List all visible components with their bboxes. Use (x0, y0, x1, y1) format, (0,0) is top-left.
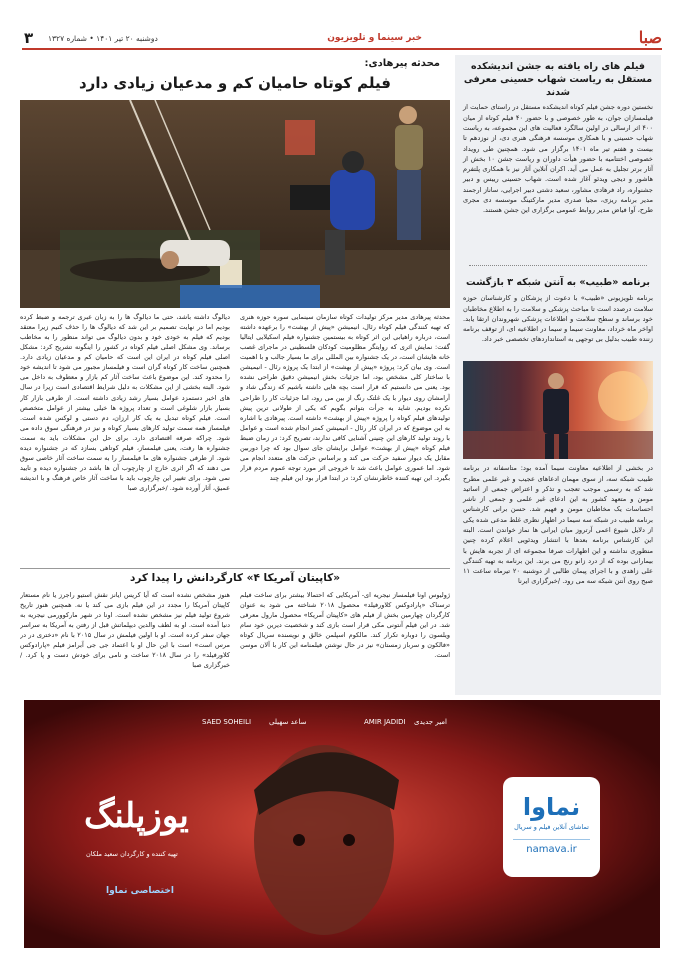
sidebar-text-3: در بخشی از اطلاعیه معاونت سیما آمده بود: متاسفانه در برنامه طبیب شبکه سه، از سوی مهمان ادعاهای عجیب و غیر علمی مطرح شد که به رسمی موجب تعجب و تذکر و اعتراض جمعی از اساتید مومن و متعهد کشور به این ادعای غیر علمی و جمعی از ناشر احساسات یک مخاطبان مومن و فهیم شد. حسن برانی کارشناس برنامه طبیب در شبکه سه سیما در اظهار نظری غلط مدعی شده یکی از دلایل شیوع اعمی آرتروز میان ایرانی ها نماز خواندن است. البته این کارشناس برنامه بعدها با انتشار ویدئویی اعلام کرده چنین منظوری نداشته و این اظهارات صرفا مجموعه ای از تجربه هایش با بیمارانی بوده که از درد زانو رنج می برند. این برنامه به تهیه کنندگی علی زاهدی و با اجرای پیمان طالبی از دوشنبه ۲۰ تیرماه ساعت ۱۱ صبح روی آنتن شبکه سه می رود. /خبرگزاری ایرنا (463, 464, 653, 586)
actor-2-name-en: SAED SOHEILI (202, 718, 252, 726)
film-set-illustration (20, 100, 450, 308)
tv-presenter-photo (463, 361, 653, 459)
actor-1-name: امیر جدیدی (414, 718, 447, 726)
page-header (22, 28, 662, 50)
article-kicker: محدثه پیرهادی: (364, 58, 440, 69)
section-divider (20, 568, 450, 569)
film-title-logo: یوزپلنگ (84, 796, 189, 836)
page-number: ۳ (24, 29, 34, 47)
exclusive-label: اختصاصی نماوا (106, 886, 174, 896)
film-set-photo (20, 100, 450, 308)
article-headline: فیلم کوتاه حامیان کم و مدعیان زیادی دارد (78, 74, 391, 92)
presenter-illustration (463, 361, 653, 459)
issue-date: دوشنبه ۲۰ تیر ۱۴۰۱ • شماره ۱۳۲۷ (48, 34, 158, 43)
sidebar-divider (469, 265, 647, 266)
article-column-right: محدثه پیرهادی مدیر مرکز تولیدات کوتاه سازمان سینمایی سوره حوزه هنری که تهیه کنندگی فیلم کوتاه رئال، انیمیشن «پیش از بهشت» را برعهده داشته است، درباره راهیابی این اثر کوتاه به بیستمین جشنواره فیلم اسکیلایی ایتالیا گفت: نمایش اثری که روایتگر مظلومیت کودکان فلسطینی در ماجرای غصب خانه هایشان است، در یک جشنواره بین المللی برای ما بسیار جالب و با اهمیت است. وی بیان کرد: پروژه «پیش از بهشت» از ابتدا یک پروژه رئال - انیمیشن با ساختار کلی مشخص بود، اما جزئیات بخش انیمیشن دقیق طراحی نشده بود. یعنی می دانستیم که قرار است بچه هایی داشته باشیم که زندگی شاد و آرامشان روی دیوار با یک غلتک رنگ از بین می رود، اما جزئیات کار را طراحی نکرده بودیم. شاید به جرأت بتوانم بگویم که یکی از طولانی ترین پیش تولیدهای فیلم کوتاه را پروژه «پیش از بهشت» داشته است. پیرهادی با اشاره به این موضوع که در ایران کار رئال - انیمیشن کمتر انجام شده است و عوامل با روند تولید کارهای این چنینی آشنایی کافی ندارند، تصریح کرد: در زمان ضبط فیلم کوتاه «پیش از بهشت» عوامل برایشان جای سوال بود که چرا دوربین مقابل یک دیوار سفید حرکت می کند و براساس حرکت های متعدد انجام می شود. اما عموری عوامل باعث شد تا خروجی اثر مورد توجه عموم مردم قرار بگیرد. این تهیه کننده خاطرنشان کرد: در ابتدا قرار بود این فیلم چند (240, 313, 450, 482)
secondary-column-right: ژولیوس اونا فیلمساز نیجریه ای- آمریکایی که احتمالا بیشتر برای ساخت فیلم ترسناک «پارادوکس کلاورفیلد» محصول ۲۰۱۸ شناخته می شود به عنوان کارگردان چهارمین بخش از فیلم های «کاپیتان آمریکا» محصول مارول معرفی شد. در این فیلم آنتونی مکی قرار است بازی کند و شخصیت دیرین خود سام ویلسون را دوباره تکرار کند. مالکوم اسپلمن خالق و نویسنده سریال کوتاه «فالکون و سرباز زمستان» نیز در حال نوشتن فیلمنامه این کار با آلان موسن است. (240, 591, 450, 660)
section-title: خبر سینما و تلویزیون (327, 33, 422, 43)
secondary-column-left: هنوز مشخص نشده است که آیا کریس ایانز نقش استیو راجرز یا نام مستعار کاپیتان آمریکا را مجدد در این فیلم بازی می کند یا نه. همچنین هنوز تاریخ شروع تولید فیلم نیز مشخص نشده است. اونا در شهر مارکوورمی نیجریه به دنیا آمده است. او به لطف والدین دیپلماتش قبل از رفتن به آمریکا به سراسر جهان سفر کرده است. او با اولین فیلمش در سال ۲۰۱۵ با نام «دختری در در مرس است» است با این حال او با اعتماد جی جی آبرامز فیلم «پارادوکس کلاورفیلد» را در سال ۲۰۱۸ ساخت و نامی برای خودش دست و پا کرد. /خبرگزاری صبا (20, 591, 230, 670)
namava-url[interactable]: namava.ir (526, 844, 577, 855)
article-column-left: دیالوگ داشته باشد، حتی ما دیالوگ ها را به زبان عبری ترجمه و ضبط کرده بودیم اما در نهایت تصمیم بر این شد که دیالوگ ها را حذف کنیم زیرا معتقد بودیم که فیلم به خودی خود و بدون دیالوگ می تواند منظور را به مخاطب برساند. وی مشکل اصلی فیلم کوتاه در کشور را اینگونه تشریح کرد: مشکل اصلی فیلم کوتاه در ایران این است که حامیان کم و مدعیان زیادی دارد. همچنین ساخت کار کوتاه گران است و فیلمساز مجبور می شود تا اندیشه خود را محدود کند. این موضوع باعث ساخت آثار کم بازار و معطوف به داخل می شود. البته بخشی از این مشکلات به دلیل شرایط اقتصادی است زیرا در سال های اخیر دستمزد عوامل بسیار رشد زیادی داشته است. از طرفی بازار کار بسیار بازار شلوغی است و تعداد پروژه ها خیلی بیشتر از عوامل متخصص است. فیلم کوتاه تبدیل به یک کار ارزان، دم دستی و لوکس شده است. فیلمساز همه سمت تولید کارهای بسیار کوتاه و نیز در فرهنگی سوق داده می شود. چراکه صرفه اقتصادی دارد. برای حل این مشکلات باید به سمت جشنواره ها رفت، یعنی فیلمساز، فیلم کوتاهی بسازد که در جشنواره دیده شود. از طرفی جشنواره های ما فیلمساز را به سمت ساخت آثار خاصی سوق می دهند که اگر اثری خارج از چارچوب آن ها باشد در جشنواره دیده و تایید نمی شود. برای تغییر این چارچوب باید با ساخت آثار خاص فرهنگ و با اندیشه عمیق، آثار آورده شود. /خبرگزاری صبا (20, 313, 230, 493)
sidebar-headline-1: فیلم های راه یافته به جشن اندیشکده مستقل به ریاست شهاب حسینی معرفی شدند (463, 61, 653, 98)
actor-1-name-en: AMIR JADIDI (364, 718, 406, 726)
film-credit: تهیه کننده و کارگردان سعید ملکان (86, 850, 178, 858)
namava-badge[interactable] (503, 777, 600, 877)
sidebar-headline-2: برنامه «طبیب» به آنتن شبکه ۳ بازگشت (466, 277, 650, 289)
newspaper-logo: صبا (638, 28, 662, 47)
sidebar (455, 55, 661, 695)
sidebar-text-1: نخستین دوره جشن فیلم کوتاه اندیشکده مستقل در راستای حمایت از فیلمسازان جوان، به طور خصوصی و با حضور ۴۰ فیلم کوتاه از میان ۴۰۰ اثر ارسالی در اولین سالگرد فعالیت های این مجموعه، به ریاست شهاب حسینی و با همکاری موسسه فرهنگی هنری دی، از نوزدهم تا بیست و هفتم تیر ماه ۱۴۰۱ برگزار می شود. همچنین طی رویداد خصوصی اختتامیه با حضور هیأت داوران و ریاست جشن ۱۰ بخش از آثار برتر تجلیل به عمل می آید. اکران آنلاین آثار نیز با همکاری پلتفرم هاشور و دیجی ویدئو آغاز شده است. شهاب حسینی رییس و دبیر جشنواره، راد فرهادی مشاور، سعید دشتی دبیر اجرایی، ساناز ارجمند مدیر برنامه ریزی، مجیا صدری مدیر مارکتینگ موسسه دی مجری طرح، آوا فیاض مدیر روابط عمومی برگزاری این جشن هستند. (463, 103, 653, 215)
namava-brand: نماوا (522, 793, 581, 821)
sidebar-text-2: برنامه تلویزیونی «طبیب» با دعوت از پزشکان و کارشناسان حوزه سلامت درصدد است تا مباحث پزشکی و سلامت را به اطلاع مخاطبان خود برساند و سطح سلامت و اطلاعات پزشکی شهروندان ارتقا یابد. اواخر ماه خرداد، معاونت سیما و سیما در اطلاعیه ای، از توقف برنامه زننده طبیب بدلیل بی توجهی به استانداردهای تخصصی خبر داد. (463, 294, 653, 344)
namava-tagline: تماشای آنلاین فیلم و سریال (514, 823, 589, 831)
actor-2-name: ساعد سهیلی (269, 718, 307, 726)
secondary-headline: «کاپیتان آمریکا ۴» کارگردانش را پیدا کرد (129, 572, 341, 584)
